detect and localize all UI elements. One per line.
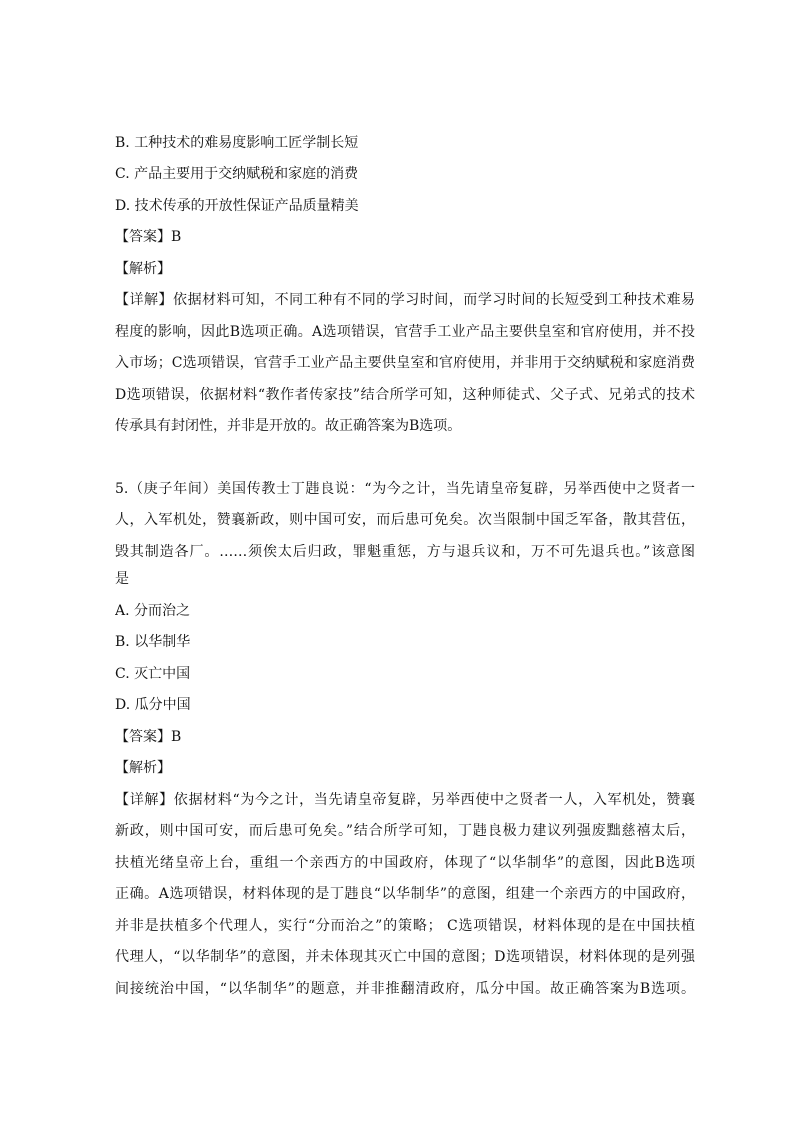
q4-option-d: D. 技术传承的开放性保证产品质量精美 — [115, 198, 359, 214]
q5-detail-line: 代理人，“以华制华”的意图，并未体现其灭亡中国的意图；D选项错误，材料体现的是列强 — [115, 949, 695, 965]
q5-detail-line: 间接统治中国，“以华制华”的题意，并非推翻清政府，瓜分中国。故正确答案为B选项。 — [115, 981, 695, 997]
q5-option-b: B. 以华制华 — [115, 634, 191, 650]
q4-detail-line: D选项错误，依据材料“教作者传家技”结合所学可知，这种师徒式、父子式、兄弟式的技术 — [115, 387, 695, 403]
q5-option-c: C. 灭亡中国 — [115, 666, 191, 682]
q5-stem-line: 人，入军机处，赞襄新政，则中国可安，而后患可免矣。次当限制中国乏军备，散其营伍， — [115, 512, 695, 528]
q5-option-d: D. 瓜分中国 — [115, 697, 191, 713]
q4-option-b: B. 工种技术的难易度影响工匠学制长短 — [115, 135, 359, 151]
q5-detail-line: 扶植光绪皇帝上台，重组一个亲西方的中国政府，体现了“以华制华”的意图，因此B选项 — [115, 855, 695, 871]
q5-detail-line: 【详解】依据材料“为今之计，当先请皇帝复辟，另举西使中之贤者一人，入军机处，赞襄 — [115, 792, 695, 808]
q4-option-c: C. 产品主要用于交纳赋税和家庭的消费 — [115, 166, 359, 182]
q4-answer: 【答案】B — [115, 229, 182, 245]
q4-detail-line: 程度的影响，因此B选项正确。A选项错误，官营手工业产品主要供皇室和官府使用，并不投 — [115, 324, 695, 340]
q4-detail-line: 入市场；C选项错误，官营手工业产品主要供皇室和官府使用，并非用于交纳赋税和家庭消费 — [115, 355, 695, 371]
q4-detail-line: 传承具有封闭性，并非是开放的。故正确答案为B选项。 — [115, 418, 462, 434]
q5-detail-line: 正确。A选项错误，材料体现的是丁韪良“以华制华”的意图，组建一个亲西方的中国政府， — [115, 886, 695, 902]
q4-analysis-label: 【解析】 — [115, 261, 171, 277]
q5-detail-line: 并非是扶植多个代理人，实行“分而治之”的策略； C选项错误，材料体现的是在中国扶植 — [115, 918, 695, 934]
q4-detail-line: 【详解】依据材料可知，不同工种有不同的学习时间，而学习时间的长短受到工种技术难易 — [115, 292, 695, 308]
q5-answer: 【答案】B — [115, 729, 182, 745]
q5-analysis-label: 【解析】 — [115, 760, 171, 776]
q5-detail-line: 新政，则中国可安，而后患可免矣。”结合所学可知，丁韪良极力建议列强废黜慈禧太后， — [115, 823, 695, 839]
q5-option-a: A. 分而治之 — [115, 603, 191, 619]
q5-stem-line: 5.（庚子年间）美国传教士丁韪良说：“为今之计，当先请皇帝复辟，另举西使中之贤者一 — [115, 481, 695, 497]
q5-stem-line: 是 — [115, 571, 129, 587]
q5-stem-line: 毁其制造各厂。……须俟太后归政，罪魁重惩，方与退兵议和，万不可先退兵也。”该意图 — [115, 544, 695, 560]
